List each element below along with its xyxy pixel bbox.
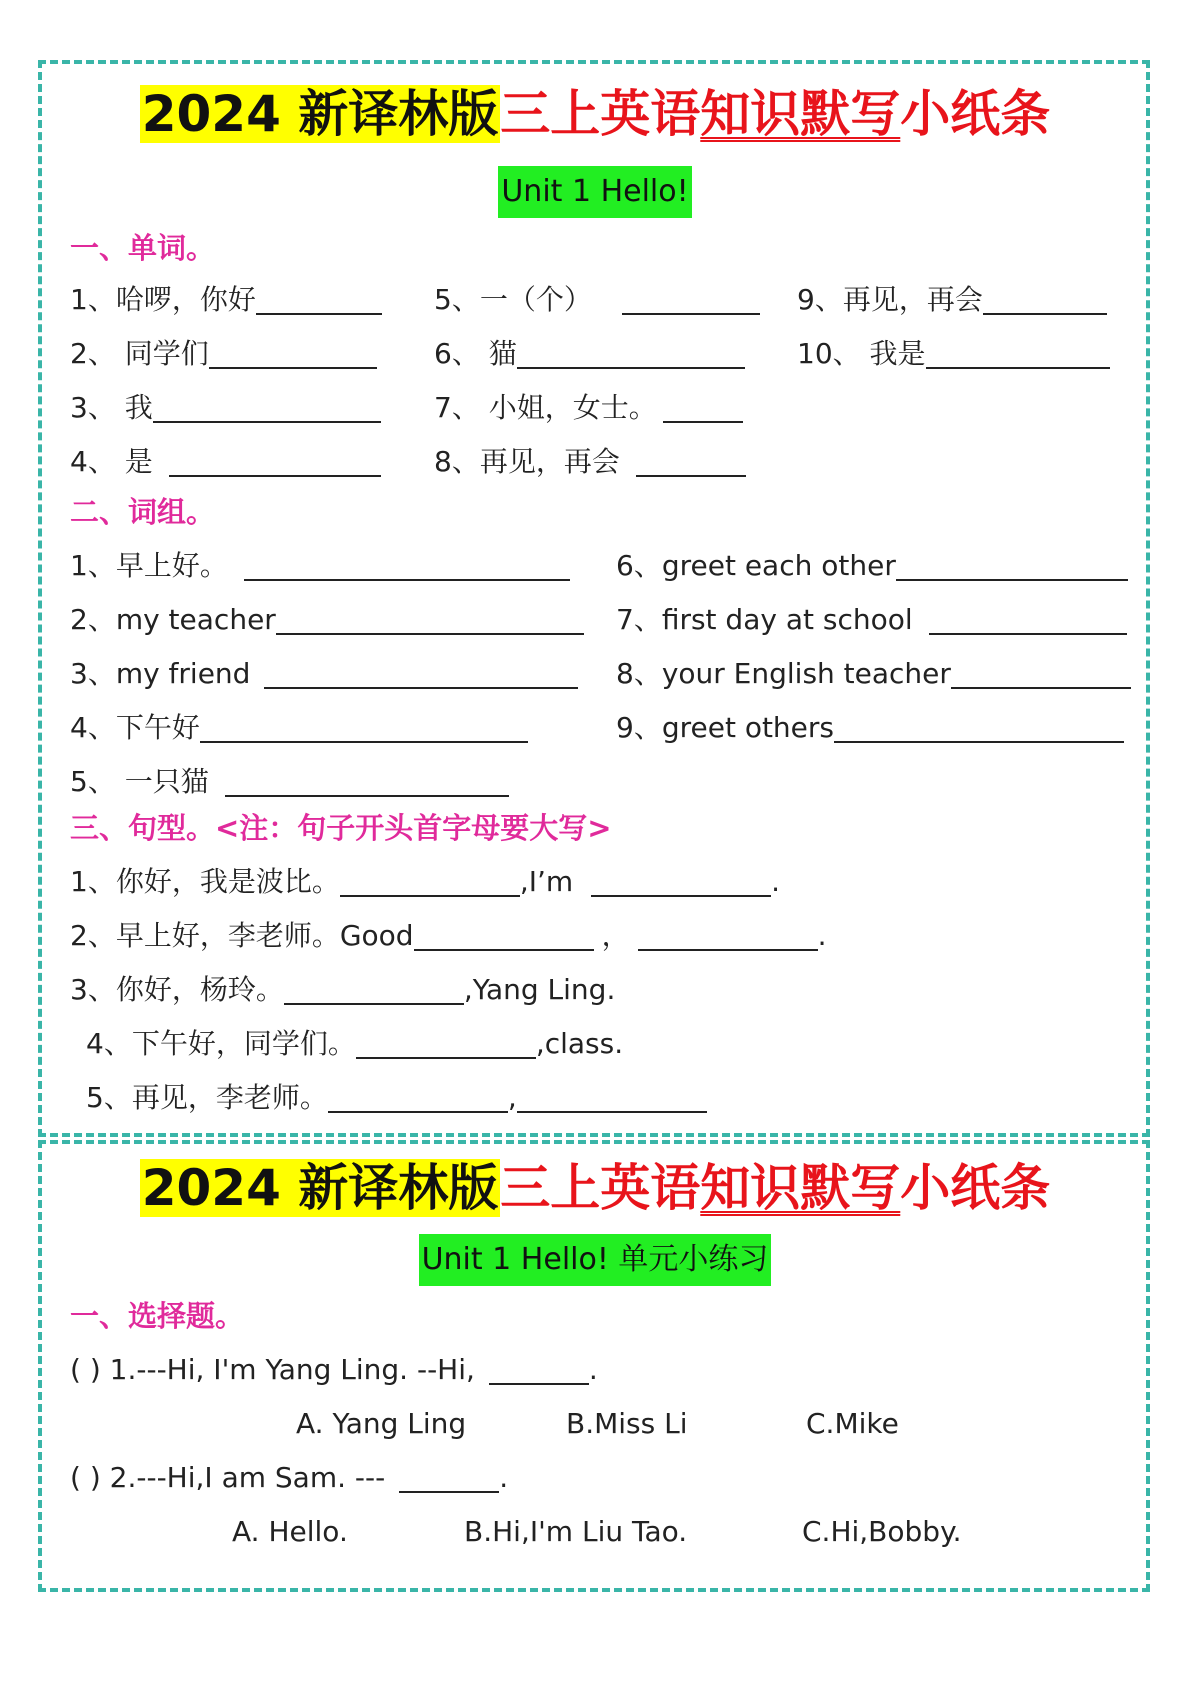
word-prompt: 10、 我是 — [797, 337, 926, 370]
phrase-prompt: 9、greet others — [616, 711, 834, 744]
unit-badge: Unit 1 Hello! — [498, 166, 691, 218]
answer-blank[interactable] — [264, 657, 578, 689]
section-sentences-heading: 三、句型。<注：句子开头首字母要大写> — [70, 811, 612, 845]
title-underlined-text: 知识默写 — [700, 1159, 901, 1217]
sentence-text: . — [771, 865, 781, 898]
sentence-item-2 — [70, 916, 826, 956]
phrase-item-7 — [616, 600, 1127, 640]
sentence-text: ， — [601, 919, 630, 952]
title-underlined-text: 知识默写 — [700, 85, 901, 143]
sentence-item-4 — [86, 1024, 623, 1064]
answer-blank[interactable] — [256, 283, 382, 315]
phrase-prompt: 1、早上好。 — [70, 549, 228, 582]
answer-blank[interactable] — [399, 1461, 499, 1493]
answer-blank[interactable] — [209, 337, 377, 369]
answer-blank[interactable] — [951, 657, 1131, 689]
sheet1-title — [0, 72, 1190, 156]
sentence-text: ,I’m — [519, 865, 574, 898]
word-prompt: 5、一（个） — [434, 283, 592, 316]
question-2 — [70, 1458, 508, 1498]
sentence-prompt: 1、你好，我是波比。 — [70, 865, 340, 898]
word-item-10 — [797, 334, 1110, 374]
answer-blank[interactable] — [638, 919, 818, 951]
section-words-heading: 一、单词。 — [70, 231, 216, 265]
phrase-prompt: 4、下午好 — [70, 711, 200, 744]
sentence-item-5 — [86, 1078, 707, 1118]
answer-blank[interactable] — [663, 391, 743, 423]
title-highlight: 2024 新译林版 — [141, 85, 499, 143]
answer-blank[interactable] — [517, 337, 745, 369]
unit-badge: Unit 1 Hello! 单元小练习 — [419, 1234, 772, 1286]
word-prompt: 6、 猫 — [434, 337, 517, 370]
word-prompt: 8、再见，再会 — [434, 445, 620, 478]
answer-blank[interactable] — [244, 549, 570, 581]
word-prompt: 7、 小姐，女士。 — [434, 391, 657, 424]
question-1 — [70, 1350, 598, 1390]
sentence-item-1 — [70, 862, 780, 902]
answer-blank[interactable] — [414, 919, 594, 951]
phrase-prompt: 2、my teacher — [70, 603, 276, 636]
answer-blank[interactable] — [834, 711, 1124, 743]
sentence-text: . — [817, 919, 827, 952]
answer-blank[interactable] — [328, 1081, 508, 1113]
phrase-item-1 — [70, 546, 570, 586]
question-stem: ( ) 1.---Hi, I'm Yang Ling. --Hi, — [70, 1353, 475, 1386]
question-end: . — [588, 1353, 598, 1386]
phrase-item-9 — [616, 708, 1124, 748]
sentence-item-3 — [70, 970, 615, 1010]
word-prompt: 9、再见，再会 — [797, 283, 983, 316]
title-red-text: 三上英语 — [500, 1159, 701, 1217]
answer-blank[interactable] — [517, 1081, 707, 1113]
sentence-text: ,Yang Ling. — [463, 973, 616, 1006]
phrase-prompt: 6、greet each other — [616, 549, 896, 582]
sentence-text: ,class. — [535, 1027, 624, 1060]
word-prompt: 4、 是 — [70, 445, 153, 478]
word-item-7 — [434, 388, 743, 428]
word-item-3 — [70, 388, 381, 428]
answer-blank[interactable] — [983, 283, 1107, 315]
phrase-prompt: 8、your English teacher — [616, 657, 951, 690]
word-prompt: 2、 同学们 — [70, 337, 209, 370]
answer-blank[interactable] — [169, 445, 381, 477]
word-prompt: 1、哈啰，你好 — [70, 283, 256, 316]
phrase-item-3 — [70, 654, 578, 694]
question-stem: ( ) 2.---Hi,I am Sam. --- — [70, 1461, 386, 1494]
title-red-text: 小纸条 — [900, 1159, 1051, 1217]
word-item-9 — [797, 280, 1107, 320]
phrase-prompt: 3、my friend — [70, 657, 251, 690]
answer-blank[interactable] — [489, 1353, 589, 1385]
q2-option-b[interactable]: B.Hi,I'm Liu Tao. — [464, 1515, 688, 1548]
title-red-text: 三上英语 — [500, 85, 701, 143]
q2-option-a[interactable]: A. Hello. — [232, 1515, 348, 1548]
q1-option-b[interactable]: B.Miss Li — [566, 1407, 688, 1440]
sheet2-unit — [0, 1234, 1190, 1286]
phrase-item-5 — [70, 762, 509, 802]
phrase-item-2 — [70, 600, 584, 640]
section-phrases-heading: 二、词组。 — [70, 495, 216, 529]
word-item-2 — [70, 334, 377, 374]
phrase-item-8 — [616, 654, 1131, 694]
word-item-5 — [434, 280, 760, 320]
answer-blank[interactable] — [591, 865, 771, 897]
sentence-prompt: 4、下午好，同学们。 — [86, 1027, 356, 1060]
answer-blank[interactable] — [225, 765, 509, 797]
sheet1-unit — [0, 166, 1190, 218]
q2-option-c[interactable]: C.Hi,Bobby. — [802, 1515, 962, 1548]
answer-blank[interactable] — [926, 337, 1110, 369]
answer-blank[interactable] — [276, 603, 584, 635]
phrase-item-4 — [70, 708, 528, 748]
question-end: . — [499, 1461, 509, 1494]
answer-blank[interactable] — [636, 445, 746, 477]
answer-blank[interactable] — [200, 711, 528, 743]
phrase-prompt: 5、 一只猫 — [70, 765, 209, 798]
sentence-text: , — [507, 1081, 517, 1114]
phrase-prompt: 7、first day at school — [616, 603, 913, 636]
answer-blank[interactable] — [622, 283, 760, 315]
word-prompt: 3、 我 — [70, 391, 153, 424]
title-highlight: 2024 新译林版 — [141, 1159, 499, 1217]
sheet2-title — [0, 1146, 1190, 1230]
answer-blank[interactable] — [284, 973, 464, 1005]
answer-blank[interactable] — [153, 391, 381, 423]
sentence-prompt: 5、再见，李老师。 — [86, 1081, 328, 1114]
word-item-6 — [434, 334, 745, 374]
answer-blank[interactable] — [896, 549, 1128, 581]
answer-blank[interactable] — [929, 603, 1127, 635]
word-item-4 — [70, 442, 381, 482]
phrase-item-6 — [616, 546, 1128, 586]
q1-option-a[interactable]: A. Yang Ling — [296, 1407, 467, 1440]
section-choice-heading: 一、选择题。 — [70, 1299, 245, 1333]
sentence-prompt: 2、早上好，李老师。Good — [70, 919, 414, 952]
answer-blank[interactable] — [356, 1027, 536, 1059]
word-item-8 — [434, 442, 746, 482]
word-item-1 — [70, 280, 382, 320]
sentence-prompt: 3、你好，杨玲。 — [70, 973, 284, 1006]
title-red-text: 小纸条 — [900, 85, 1051, 143]
q1-option-c[interactable]: C.Mike — [806, 1407, 899, 1440]
answer-blank[interactable] — [340, 865, 520, 897]
